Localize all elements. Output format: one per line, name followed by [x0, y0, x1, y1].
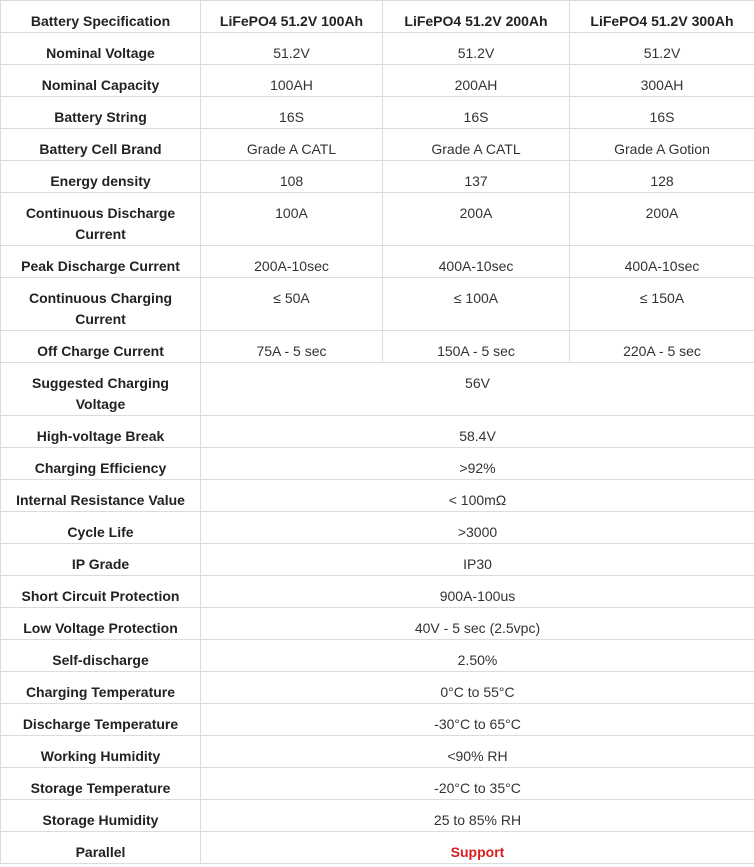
row-label: Low Voltage Protection: [1, 608, 201, 640]
cell-value: 51.2V: [201, 33, 383, 65]
cell-value: 200A: [383, 193, 570, 246]
cell-value: 300AH: [570, 65, 754, 97]
cell-value: < 100mΩ: [201, 480, 754, 512]
row-label: Charging Efficiency: [1, 448, 201, 480]
table-row: [1, 416, 754, 448]
table-row: [1, 246, 754, 278]
cell-value: -20°C to 35°C: [201, 768, 754, 800]
cell-value: IP30: [201, 544, 754, 576]
cell-value: ≤ 50A: [201, 278, 383, 331]
table-row: [1, 512, 754, 544]
cell-value: 51.2V: [383, 33, 570, 65]
cell-value: 2.50%: [201, 640, 754, 672]
row-label: Storage Humidity: [1, 800, 201, 832]
table-row: [1, 608, 754, 640]
table-row: [1, 161, 754, 193]
row-label: Nominal Capacity: [1, 65, 201, 97]
cell-value: ≤ 150A: [570, 278, 754, 331]
table-row: [1, 544, 754, 576]
table-row: [1, 480, 754, 512]
table-row: [1, 832, 754, 864]
cell-value: 108: [201, 161, 383, 193]
table-row: [1, 193, 754, 246]
table-row: [1, 129, 754, 161]
row-label: Parallel: [1, 832, 201, 864]
cell-value: 150A - 5 sec: [383, 331, 570, 363]
row-label: High-voltage Break: [1, 416, 201, 448]
parallel-support-value: Support: [201, 832, 754, 864]
table-row: [1, 97, 754, 129]
table-row: [1, 33, 754, 65]
cell-value: Grade A CATL: [201, 129, 383, 161]
cell-value: 137: [383, 161, 570, 193]
cell-value: 16S: [570, 97, 754, 129]
row-label: Working Humidity: [1, 736, 201, 768]
cell-value: 51.2V: [570, 33, 754, 65]
cell-value: Grade A CATL: [383, 129, 570, 161]
table-row: [1, 576, 754, 608]
cell-value: -30°C to 65°C: [201, 704, 754, 736]
table-row: [1, 768, 754, 800]
row-label: Suggested Charging Voltage: [1, 363, 201, 416]
cell-value: >92%: [201, 448, 754, 480]
table-row: [1, 448, 754, 480]
row-label: Storage Temperature: [1, 768, 201, 800]
table-row: [1, 331, 754, 363]
row-label: Battery Cell Brand: [1, 129, 201, 161]
cell-value: 58.4V: [201, 416, 754, 448]
cell-value: ≤ 100A: [383, 278, 570, 331]
cell-value: 56V: [201, 363, 754, 416]
row-label: Continuous Charging Current: [1, 278, 201, 331]
table-row: [1, 672, 754, 704]
row-label: IP Grade: [1, 544, 201, 576]
table-row: [1, 704, 754, 736]
row-label: Nominal Voltage: [1, 33, 201, 65]
cell-value: 200AH: [383, 65, 570, 97]
cell-value: 900A-100us: [201, 576, 754, 608]
header-cell: LiFePO4 51.2V 100Ah: [201, 1, 383, 33]
row-label: Energy density: [1, 161, 201, 193]
row-label: Off Charge Current: [1, 331, 201, 363]
table-row: [1, 736, 754, 768]
cell-value: 400A-10sec: [570, 246, 754, 278]
row-label: Cycle Life: [1, 512, 201, 544]
row-label: Battery String: [1, 97, 201, 129]
cell-value: 100A: [201, 193, 383, 246]
cell-value: >3000: [201, 512, 754, 544]
table-header-row: [1, 1, 754, 33]
header-cell: LiFePO4 51.2V 300Ah: [570, 1, 754, 33]
row-label: Internal Resistance Value: [1, 480, 201, 512]
cell-value: 400A-10sec: [383, 246, 570, 278]
row-label: Short Circuit Protection: [1, 576, 201, 608]
cell-value: 220A - 5 sec: [570, 331, 754, 363]
row-label: Self-discharge: [1, 640, 201, 672]
header-cell: LiFePO4 51.2V 200Ah: [383, 1, 570, 33]
row-label: Discharge Temperature: [1, 704, 201, 736]
table-row: [1, 800, 754, 832]
cell-value: 25 to 85% RH: [201, 800, 754, 832]
row-label: Continuous Discharge Current: [1, 193, 201, 246]
cell-value: 40V - 5 sec (2.5vpc): [201, 608, 754, 640]
cell-value: 16S: [383, 97, 570, 129]
cell-value: 0°C to 55°C: [201, 672, 754, 704]
cell-value: Grade A Gotion: [570, 129, 754, 161]
row-label: Peak Discharge Current: [1, 246, 201, 278]
cell-value: 200A: [570, 193, 754, 246]
cell-value: <90% RH: [201, 736, 754, 768]
table-row: [1, 278, 754, 331]
table-row: [1, 640, 754, 672]
cell-value: 128: [570, 161, 754, 193]
header-cell: Battery Specification: [1, 1, 201, 33]
cell-value: 100AH: [201, 65, 383, 97]
cell-value: 16S: [201, 97, 383, 129]
table-row: [1, 363, 754, 416]
row-label: Charging Temperature: [1, 672, 201, 704]
cell-value: 75A - 5 sec: [201, 331, 383, 363]
table-row: [1, 65, 754, 97]
cell-value: 200A-10sec: [201, 246, 383, 278]
